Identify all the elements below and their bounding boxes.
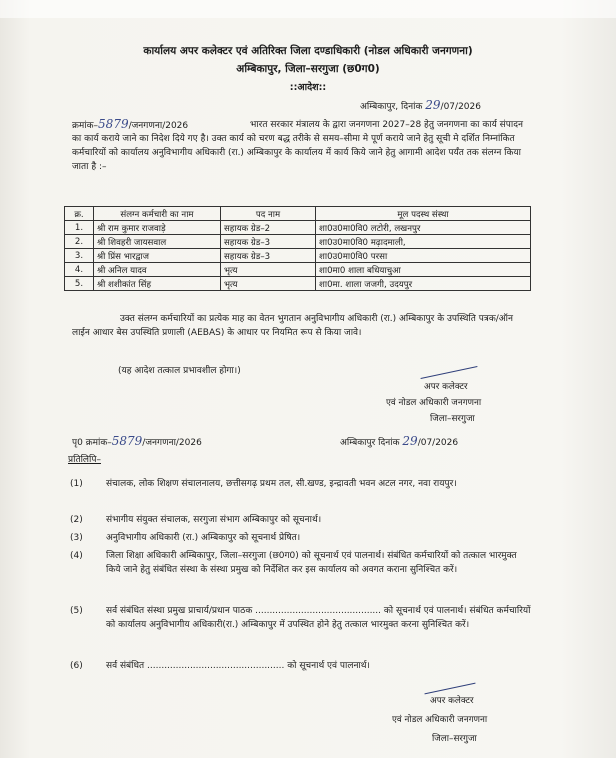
- cell-institution: शा0उ0मा0वि0 परसा: [316, 249, 531, 263]
- copy-item-number: (3): [70, 533, 83, 543]
- handwritten-date-day: 29: [425, 98, 441, 112]
- signature-designation: अपर कलेक्टर: [430, 696, 474, 706]
- signature-scribble: [421, 366, 478, 379]
- copy-item-number: (6): [70, 661, 83, 671]
- cell-serial: 1.: [65, 221, 94, 235]
- salary-paragraph: उक्त संलग्न कर्मचारियों का प्रत्येक माह का वेतन भुगतान अनुविभागीय अधिकारी (रा.) अम्बिकापुर के उपस्थिति पत्रक/ऑन लाईन आधार बेस उपस्थिति प्रणाली (AEBAS) के आधार पर नियमित रूप से किया जावे।: [72, 314, 513, 338]
- cell-institution: शा0उ0मा0वि0 लटोरी, लखनपुर: [316, 221, 531, 235]
- table-row: [65, 249, 531, 263]
- effect-line: (यह आदेश तत्काल प्रभावशील होगा।): [118, 366, 241, 376]
- col-header-post: पद नाम: [221, 207, 316, 221]
- copy-item-text: जिला शिक्षा अधिकारी अम्बिकापुर, जिला–सरगुजा (छ0ग0) को सूचनार्थ एवं पालनार्थ। संबंधित कर्मचारियों को तत्काल भारमुक्त किये जाने हेतु संबंधित संस्था के संस्था प्रमुख को निर्देशित कर इस कार्यालय को अवगत कराना सुनिश्चित करें।: [106, 551, 517, 575]
- col-header-name: संलग्न कर्मचारी का नाम: [94, 207, 221, 221]
- copy-item-text: अनुविभागीय अधिकारी (रा.) अम्बिकापुर को सूचनार्थ प्रेषित।: [106, 533, 301, 543]
- copy-item-number: (2): [70, 515, 83, 525]
- cell-post: भृत्य: [221, 263, 316, 277]
- signature-role: एवं नोडल अधिकारी जनगणना: [392, 715, 488, 725]
- copy-item-text: सर्व संबंधित संस्था प्रमुख प्राचार्य/प्रधान पाठक ............................................ को सूचनार्थ एवं पालनार्थ। संबंधित कर्मचारियों को कार्यालय अनुविभागीय अधिकारी(रा.) अम्बिकापुर में उपस्थित होने हेतु तत्काल भारमुक्त करना सुनिश्चित करें।: [106, 606, 531, 630]
- order-title: ::आदेश::: [289, 82, 327, 93]
- table-row: [65, 221, 531, 235]
- cell-post: भृत्य: [221, 277, 316, 291]
- cell-post: सहायक ग्रेड–3: [221, 249, 316, 263]
- staff-table: [64, 206, 531, 291]
- order-body: भारत सरकार मंत्रालय के द्वारा जनगणना 2027–28 हेतु जनगणना का कार्य संपादन का कार्य कराये जाने का निदेश दिये गए है। उक्त कार्य को चरण बद्ध तरीके से समय–सीमा मे पूर्ण कराये जाने हेतु सूची मे दर्शित निम्नांकित कर्मचारियों को कार्यालय अनुविभागीय अधिकारी (रा.) अम्बिकापुर के कार्यालय में कार्य किये जाने हेतु आगामी आदेश पर्यंत तक संलग्न किया जाता है :–: [72, 120, 523, 172]
- col-header-serial: क्र.: [65, 207, 94, 221]
- copy-item-text: संचालक, लोक शिक्षण संचालनालय, छत्तीसगढ़ प्रथम तल, सी.खण्ड, इन्द्रावती भवन अटल नगर, नवा रायपुर।: [106, 479, 457, 489]
- signature-district: जिला–सरगुजा: [432, 734, 477, 744]
- handwritten-copy-date-day: 29: [402, 434, 418, 448]
- table-row: [65, 277, 531, 291]
- handwritten-ref-number: 5879: [98, 117, 129, 131]
- cell-serial: 4.: [65, 263, 94, 277]
- cell-serial: 5.: [65, 277, 94, 291]
- col-header-institution: मूल पदस्थ संस्था: [316, 207, 531, 221]
- cell-name: श्री राम कुमार राजवाड़े: [94, 221, 221, 235]
- signature-scribble: [424, 683, 475, 695]
- table-row: [65, 263, 531, 277]
- cell-post: सहायक ग्रेड–3: [221, 235, 316, 249]
- handwritten-copy-ref-number: 5879: [111, 434, 143, 448]
- cell-serial: 3.: [65, 249, 94, 263]
- table-header-row: [65, 207, 531, 221]
- cell-name: श्री शशीकांत सिंह: [94, 277, 221, 291]
- copy-item-number: (5): [70, 606, 83, 616]
- office-location: अम्बिकापुर, जिला–सरगुजा (छ0ग0): [236, 63, 380, 75]
- copy-date: अम्बिकापुर दिनांक 29/07/2026: [340, 434, 459, 448]
- cell-name: श्री प्रिंस भारद्वाज: [94, 249, 221, 263]
- signature-role: एवं नोडल अधिकारी जनगणना: [386, 398, 482, 408]
- copy-heading: प्रतिलिपि–: [68, 455, 101, 465]
- cell-name: श्री अनिल यादव: [94, 263, 221, 277]
- copy-item-text: सर्व संबंधित ................................................ को सूचनार्थ एवं पालनार्थ।: [106, 661, 370, 671]
- copy-item-number: (1): [70, 479, 83, 489]
- cell-institution: शा0मा. शाला जजगी, उदयपुर: [316, 277, 531, 291]
- signature-designation: अपर कलेक्टर: [424, 382, 468, 392]
- signature-district: जिला–सरगुजा: [430, 414, 475, 424]
- cell-post: सहायक ग्रेड–2: [221, 221, 316, 235]
- office-heading: कार्यालय अपर कलेक्टर एवं अतिरिक्त जिला दण्डाधिकारी (नोडल अधिकारी जनगणना): [143, 45, 473, 57]
- cell-institution: शा0मा0 शाला बधियाचुआ: [316, 263, 531, 277]
- cell-name: श्री शिवहरी जायसवाल: [94, 235, 221, 249]
- cell-serial: 2.: [65, 235, 94, 249]
- copy-item-text: संभागीय संयुक्त संचालक, सरगुजा संभाग अम्बिकापुर को सूचनार्थ।: [106, 515, 322, 525]
- order-date: अम्बिकापुर, दिनांक 29/07/2026: [360, 98, 481, 112]
- copy-item-number: (4): [70, 551, 83, 561]
- order-reference: क्रमांक–5879/जनगणना/2026: [72, 117, 189, 131]
- copy-reference: पृ0 क्रमांक–5879/जनगणना/2026: [72, 434, 202, 448]
- scan-edge: [0, 0, 616, 18]
- cell-institution: शा0उ0मा0वि0 मढ़ादमाली,: [316, 235, 531, 249]
- table-row: [65, 235, 531, 249]
